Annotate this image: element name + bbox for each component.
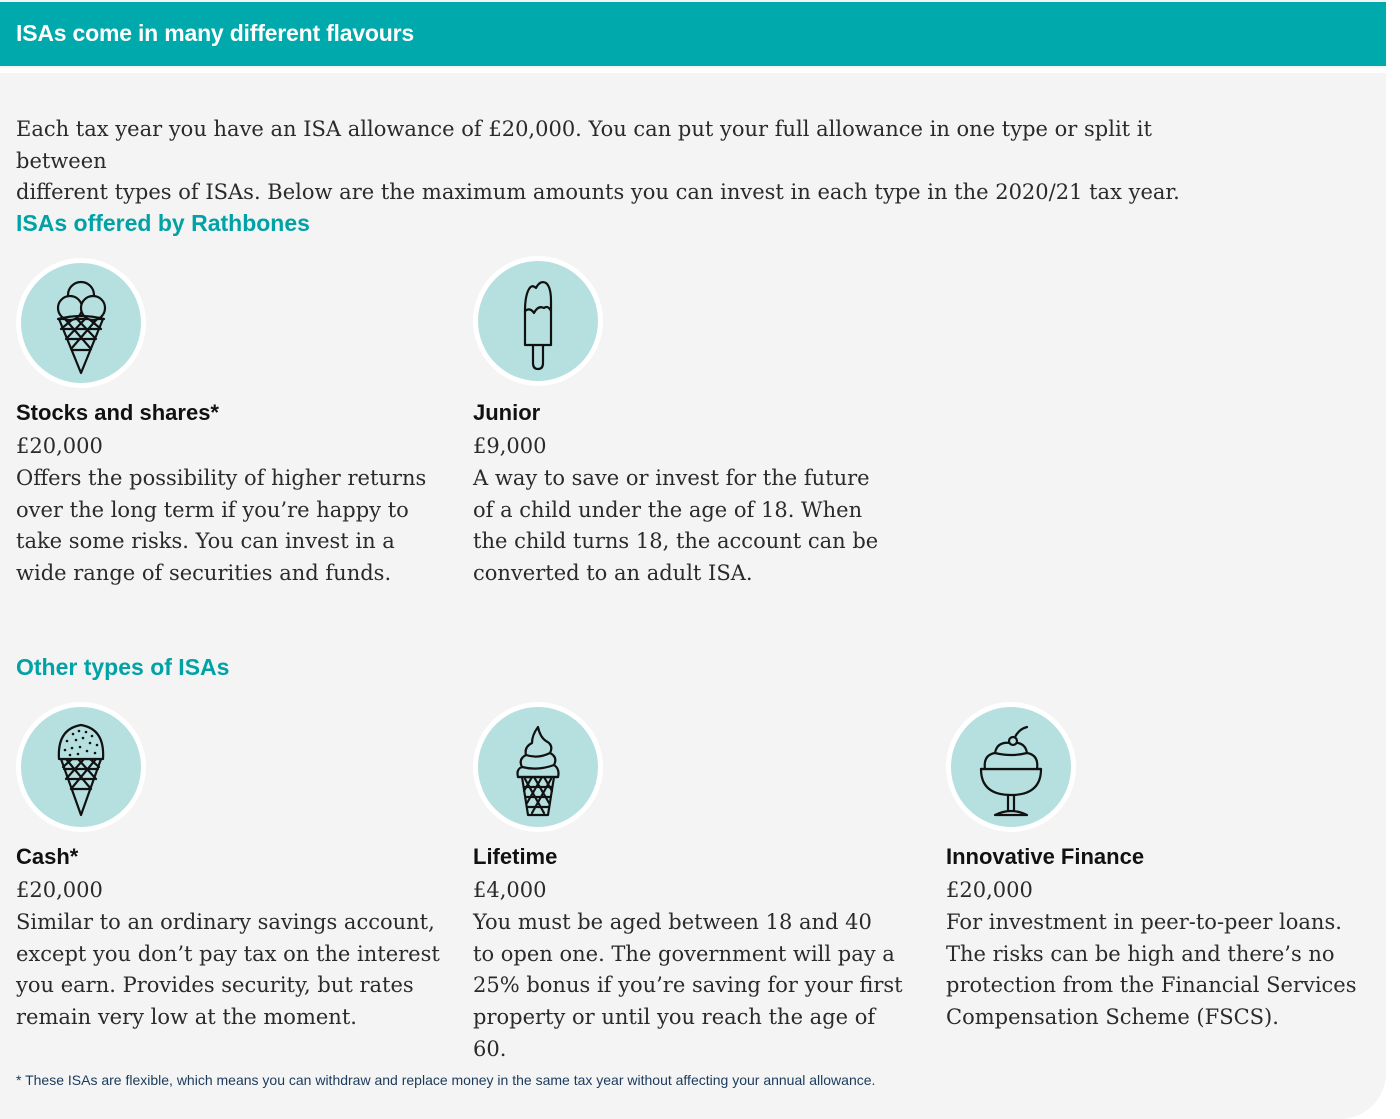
- card-title: Cash*: [16, 844, 79, 869]
- desc-line: take some risks. You can invest in a: [16, 529, 395, 554]
- page-title: ISAs come in many different flavours: [16, 20, 414, 46]
- intro-line: different types of ISAs. Below are the maximum amounts you can invest in each type in the 2020/21 tax year.: [16, 180, 1180, 204]
- card-junior: [473, 256, 913, 596]
- desc-line: converted to an adult ISA.: [473, 561, 753, 586]
- desc-line: Offers the possibility of higher returns: [16, 466, 427, 490]
- ice-lolly-icon: [473, 256, 603, 386]
- card-title: Junior: [473, 400, 541, 425]
- card-description: [16, 463, 426, 590]
- footnote: * These ISAs are flexible, which means you can withdraw and replace money in the same tax year without affecting your annual allowance.: [16, 1072, 876, 1088]
- desc-line: property or until you reach the age of 60.: [473, 1005, 876, 1061]
- card-description: [473, 907, 913, 1066]
- card-amount: £4,000: [473, 878, 547, 902]
- desc-line: remain very low at the moment.: [16, 1005, 357, 1030]
- desc-line: The risks can be high and there’s no: [946, 941, 1335, 966]
- desc-line: the child turns 18, the account can be: [473, 529, 879, 554]
- desc-line: You must be aged between 18 and 40: [473, 910, 872, 934]
- intro-paragraph: [16, 114, 1196, 209]
- intro-line: Each tax year you have an ISA allowance of £20,000. You can put your full allowance in one type or split it between: [16, 117, 1152, 173]
- card-description: [473, 463, 878, 590]
- card-amount: £20,000: [946, 878, 1033, 902]
- desc-line: 25% bonus if you’re saving for your first: [473, 973, 903, 998]
- header-banner: [0, 2, 1386, 66]
- desc-line: over the long term if you’re happy to: [16, 497, 409, 522]
- card-amount: £20,000: [16, 434, 103, 458]
- section-title-rathbones: ISAs offered by Rathbones: [16, 210, 310, 236]
- sundae-glass-icon: [946, 702, 1076, 832]
- card-title: Lifetime: [473, 844, 558, 869]
- card-lifetime: [473, 702, 913, 1061]
- desc-line: For investment in peer-to-peer loans.: [946, 910, 1342, 934]
- card-innovative-finance: [946, 702, 1386, 1042]
- section-title-other: Other types of ISAs: [16, 654, 230, 680]
- desc-line: Similar to an ordinary savings account,: [16, 910, 435, 934]
- banner-divider: [0, 68, 1386, 73]
- soft-serve-cone-icon: [473, 702, 603, 832]
- desc-line: you earn. Provides security, but rates: [16, 973, 414, 998]
- card-title: Stocks and shares*: [16, 400, 219, 425]
- card-cash: [16, 702, 456, 1042]
- card-title: Innovative Finance: [946, 844, 1145, 869]
- desc-line: to open one. The government will pay a: [473, 941, 895, 966]
- desc-line: of a child under the age of 18. When: [473, 497, 863, 522]
- ice-cream-cone-scoops-icon: [16, 258, 146, 388]
- ice-cream-cone-sprinkles-icon: [16, 702, 146, 832]
- desc-line: wide range of securities and funds.: [16, 561, 392, 586]
- card-description: [16, 907, 440, 1034]
- card-amount: £9,000: [473, 434, 547, 458]
- desc-line: Compensation Scheme (FSCS).: [946, 1005, 1279, 1030]
- card-description: [946, 907, 1357, 1034]
- desc-line: protection from the Financial Services: [946, 973, 1357, 998]
- card-amount: £20,000: [16, 878, 103, 902]
- desc-line: except you don’t pay tax on the interest: [16, 941, 440, 966]
- desc-line: A way to save or invest for the future: [473, 466, 870, 490]
- card-stocks-and-shares: [16, 258, 456, 598]
